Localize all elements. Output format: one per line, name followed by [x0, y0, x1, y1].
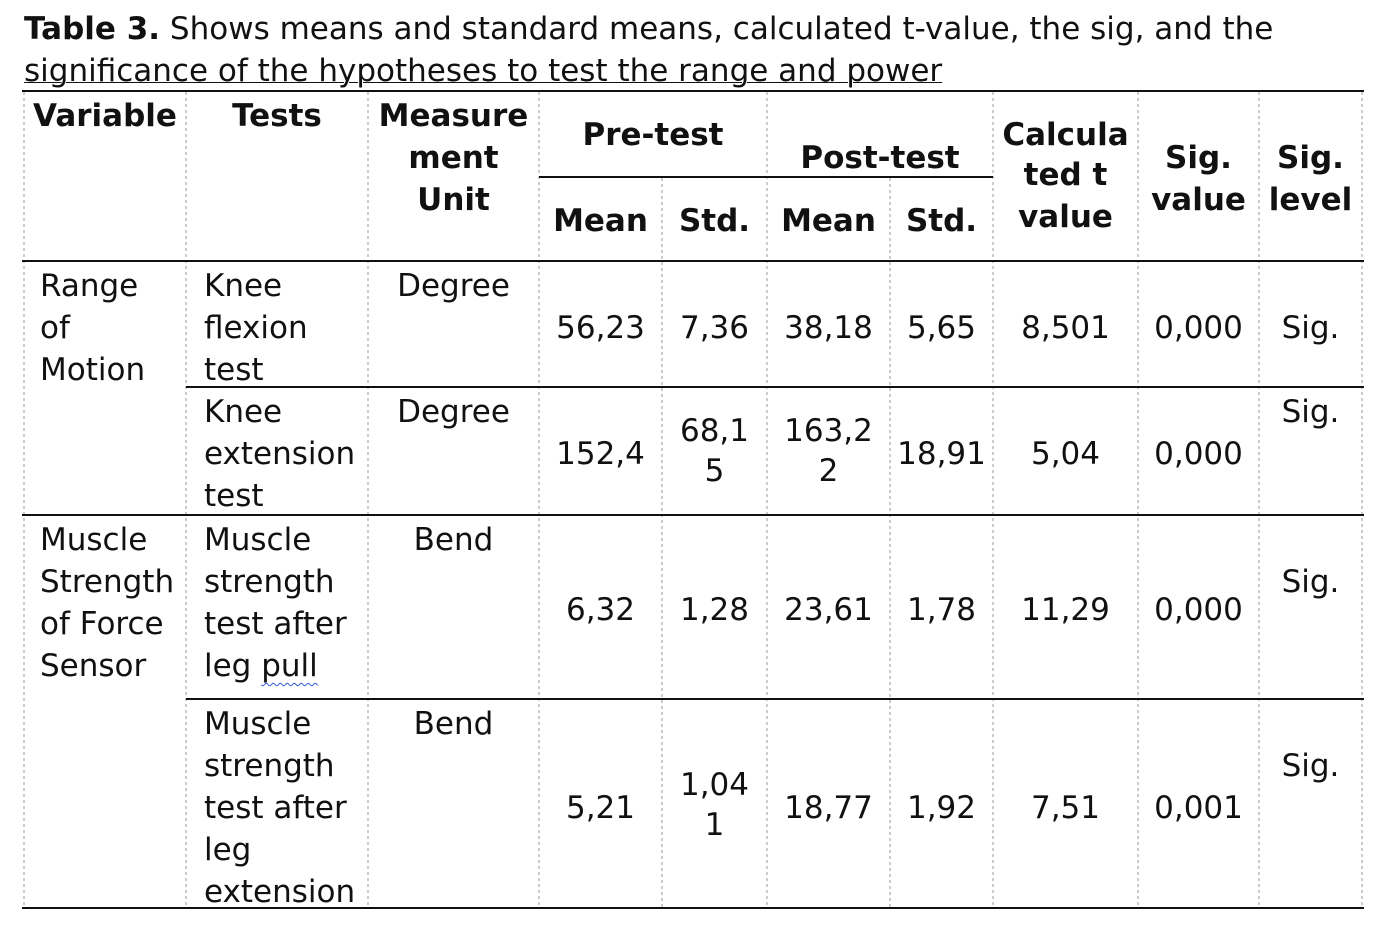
row2-t-value: 5,04: [1030, 436, 1101, 472]
header-post-mean: Mean: [781, 203, 876, 239]
variable-muscle-strength: [40, 519, 186, 687]
row2-post-std: 18,91: [897, 436, 986, 472]
row3-test: [204, 519, 368, 687]
test-line: Knee: [204, 394, 283, 430]
header-sigvalue-line2: value: [1151, 182, 1246, 218]
row4-post-std: 1,92: [906, 790, 977, 826]
row1-post-mean: 38,18: [784, 310, 873, 346]
variable-range-of-motion: [40, 265, 186, 391]
header-calculated-t-value: [993, 114, 1138, 238]
row4-sig-level: Sig.: [1281, 748, 1340, 784]
value-line: 1: [704, 807, 725, 843]
header-sig-level: [1259, 137, 1362, 221]
row3-post-mean: 23,61: [784, 592, 873, 628]
variable-line: Range: [40, 268, 139, 304]
row2-sig-value: 0,000: [1154, 436, 1243, 472]
variable-line: Muscle: [40, 522, 148, 558]
header-unit-line2: ment: [408, 140, 499, 176]
row3-t-value: 11,29: [1021, 592, 1110, 628]
test-line: flexion: [204, 310, 308, 346]
test-line: test after: [204, 790, 347, 826]
test-line: [204, 645, 368, 687]
caption-text-line1: Shows means and standard means, calculated t-value, the sig, and the: [169, 11, 1274, 47]
row4-pre-mean: 5,21: [565, 790, 636, 826]
caption-text-line2: significance of the hypotheses to test the range and power: [24, 53, 943, 89]
row2-test: [204, 391, 368, 517]
row3-unit: Bend: [413, 522, 494, 558]
value-line: 5: [704, 453, 725, 489]
test-line: test: [204, 352, 264, 388]
row4-test: [204, 703, 368, 913]
value-line: 2: [818, 453, 839, 489]
header-sigvalue-line1: Sig.: [1165, 140, 1232, 176]
header-posttest: Post-test: [800, 140, 960, 176]
header-sig-value: [1138, 137, 1259, 221]
header-unit-line1: Measure: [378, 98, 529, 134]
test-line: Muscle: [204, 522, 312, 558]
header-variable: Variable: [33, 98, 177, 134]
header-measurement-unit: [368, 95, 539, 221]
row2-unit: Degree: [397, 394, 510, 430]
header-pretest: Pre-test: [582, 117, 724, 153]
variable-line: of Force: [40, 606, 164, 642]
row1-sig-value: 0,000: [1154, 310, 1243, 346]
header-siglevel-line2: level: [1268, 182, 1353, 218]
row3-sig-level: Sig.: [1281, 564, 1340, 600]
variable-line: Strength: [40, 564, 175, 600]
value-line: 163,2: [784, 413, 873, 449]
header-siglevel-line1: Sig.: [1277, 140, 1344, 176]
test-line: test after: [204, 606, 347, 642]
table-caption: [24, 8, 1346, 92]
row2-sig-level: Sig.: [1281, 394, 1340, 430]
test-line: strength: [204, 564, 335, 600]
variable-line: Motion: [40, 352, 146, 388]
row3-pre-std: 1,28: [679, 592, 750, 628]
row2-post-mean: [767, 411, 890, 491]
variable-line: of: [40, 310, 70, 346]
header-t-line2: ted t: [1023, 157, 1108, 193]
test-line: extension: [204, 874, 356, 910]
header-pre-std: Std.: [678, 203, 751, 239]
test-line: leg: [204, 832, 252, 868]
row1-pre-mean: 56,23: [556, 310, 645, 346]
row2-pre-std: [662, 411, 767, 491]
row1-sig-level: Sig.: [1281, 310, 1340, 346]
header-unit-line3: Unit: [417, 182, 490, 218]
row4-sig-value: 0,001: [1154, 790, 1243, 826]
caption-label: Table 3.: [24, 11, 161, 47]
test-word-flagged: pull: [261, 648, 318, 684]
test-line: strength: [204, 748, 335, 784]
row3-sig-value: 0,000: [1154, 592, 1243, 628]
test-line: test: [204, 478, 264, 514]
header-t-line3: value: [1018, 199, 1113, 235]
row4-unit: Bend: [413, 706, 494, 742]
variable-line: Sensor: [40, 648, 147, 684]
row1-unit: Degree: [397, 268, 510, 304]
row3-post-std: 1,78: [906, 592, 977, 628]
row1-post-std: 5,65: [906, 310, 977, 346]
header-t-line1: Calcula: [1002, 117, 1129, 153]
header-post-std: Std.: [905, 203, 978, 239]
row4-pre-std: [662, 765, 767, 845]
test-line: extension: [204, 436, 356, 472]
value-line: 1,04: [679, 767, 750, 803]
header-pre-mean: Mean: [553, 203, 648, 239]
header-tests: Tests: [232, 98, 322, 134]
row1-test: [204, 265, 368, 391]
test-word: leg: [204, 648, 252, 684]
value-line: 68,1: [679, 413, 750, 449]
row1-pre-std: 7,36: [679, 310, 750, 346]
row4-post-mean: 18,77: [784, 790, 873, 826]
row4-t-value: 7,51: [1030, 790, 1101, 826]
test-line: Knee: [204, 268, 283, 304]
row3-pre-mean: 6,32: [565, 592, 636, 628]
row2-pre-mean: 152,4: [556, 436, 645, 472]
test-line: Muscle: [204, 706, 312, 742]
row1-t-value: 8,501: [1021, 310, 1110, 346]
